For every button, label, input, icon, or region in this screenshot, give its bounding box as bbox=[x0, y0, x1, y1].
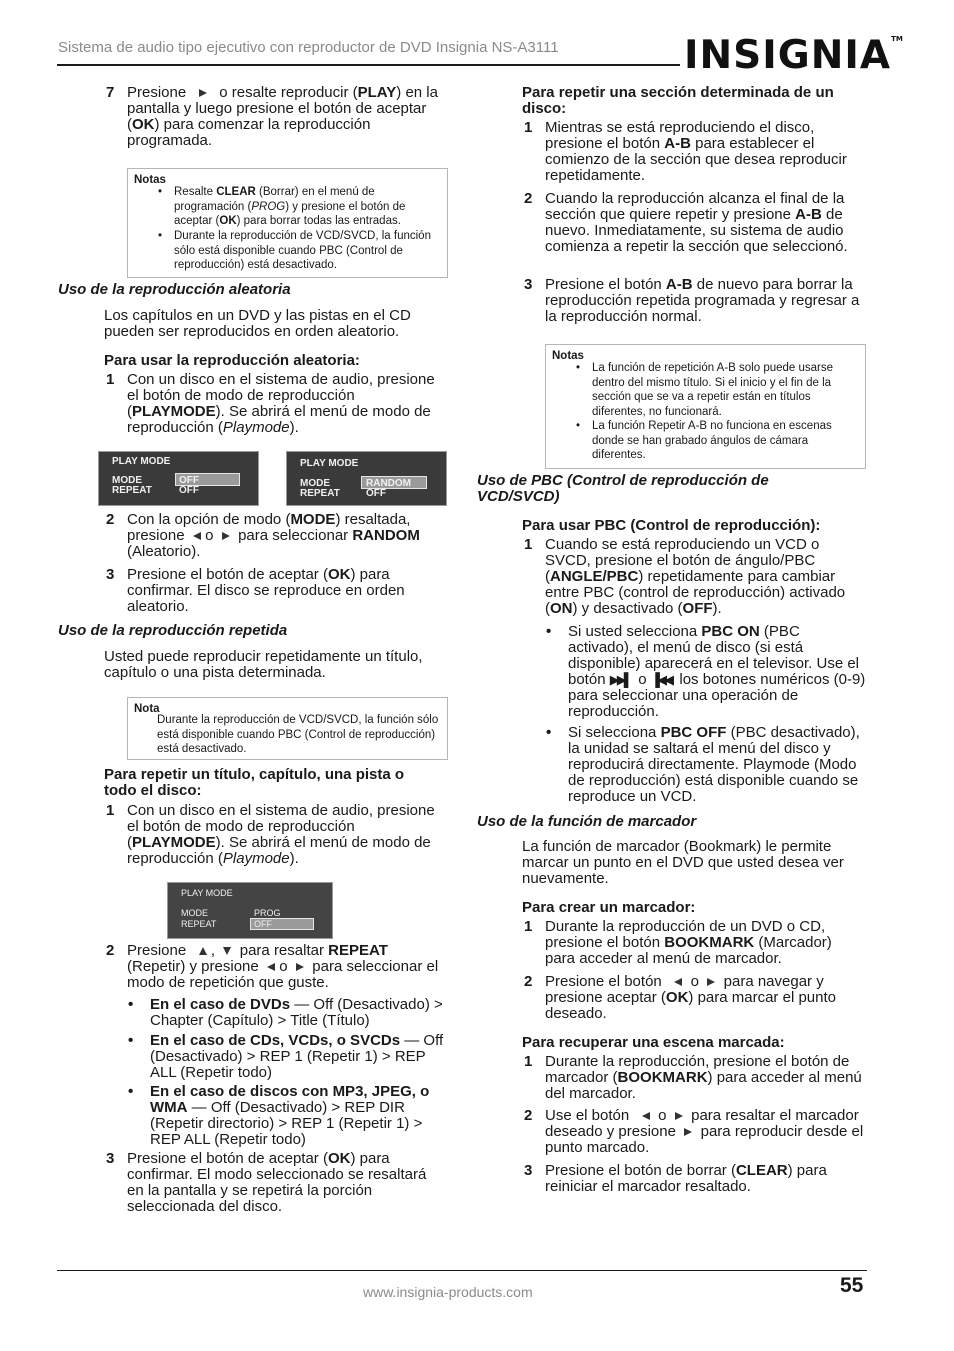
repeat-step-3: 3 Presione el botón de aceptar (OK) para confirmar. El modo seleccionado se resaltará en la pantalla y se repetirá la porción seleccionada del disco. bbox=[106, 1150, 427, 1215]
bookmark-recall-subheading: Para recuperar una escena marcada: bbox=[522, 1034, 785, 1051]
note-box-prog: Notas • Resalte CLEAR (Borrar) en el menú de programación (PROG) y presione el botón de aceptar (OK) para borrar todas las entradas. • Durante la reproducción de VCD/SVCD, la función sólo está disponible cuando PBC (Control de reproducción) está desactivado. bbox=[127, 168, 448, 278]
random-subheading: Para usar la reproducción aleatoria: bbox=[104, 352, 360, 369]
bookmark-create-subheading: Para crear un marcador: bbox=[522, 899, 696, 916]
pbc-bullet-off: • Si selecciona PBC OFF (PBC desactivado), la unidad se saltará el menú del disco y reproducirá directamente. Playmode (Modo de reproducción) está disponible cuando se reproduce un VCD. bbox=[546, 724, 860, 805]
repeat-subheading: Para repetir un título, capítulo, una pista o todo el disco: bbox=[104, 766, 405, 799]
ab-step-1: 1 Mientras se está reproduciendo el disco, presione el botón A-B para establecer el comienzo de la sección que desea reproducir repetidamente. bbox=[524, 119, 847, 184]
random-step-1: 1 Con un disco en el sistema de audio, presione el botón de modo de reproducción (PLAYMODE). Se abrirá el menú de modo de reproducción (Playmode). bbox=[106, 371, 435, 436]
step-7: 7 Presione o resalte reproducir (PLAY) en la pantalla y luego presione el botón de aceptar (OK) para comenzar la reproducción programada. bbox=[106, 84, 438, 149]
bookmark-intro: La función de marcador (Bookmark) le permite marcar un punto en el DVD que usted desea ver nuevamente. bbox=[522, 838, 844, 887]
footer-url[interactable]: www.insignia-products.com bbox=[363, 1284, 533, 1300]
pbc-subheading: Para usar PBC (Control de reproducción): bbox=[522, 517, 821, 534]
ab-step-2: 2 Cuando la reproducción alcanza el final de la sección que quiere repetir y presione A-B de nuevo. Inmediatamente, su sistema de audio comienza a repetir la sección que seleccionó. bbox=[524, 190, 848, 255]
right-arrow-icon bbox=[222, 532, 230, 540]
pbc-bullet-on: • Si usted selecciona PBC ON (PBC activado), el menú de disco (si está disponible) aparecerá en el televisor. Use el botón ▶▶▌ o ▐◀◀ los botones numéricos (0-9) para seleccionar una operación de reproducción. bbox=[546, 623, 866, 721]
footer-rule bbox=[57, 1270, 867, 1271]
play-right-icon bbox=[199, 89, 207, 97]
repeat-bullet-mp3: • En el caso de discos con MP3, JPEG, o WMA — Off (Desactivado) > REP DIR (Repetir directorio) > REP 1 (Repetir 1) > REP ALL (Repetir todo) bbox=[128, 1083, 430, 1148]
repeat-bullet-cd: • En el caso de CDs, VCDs, o SVCDs — Off (Desactivado) > REP 1 (Repetir 1) > REP ALL (Repetir todo) bbox=[128, 1032, 444, 1081]
random-intro: Los capítulos en un DVD y las pistas en el CD pueden ser reproducidos en orden aleatorio. bbox=[104, 307, 411, 340]
header-rule bbox=[57, 64, 680, 66]
left-arrow-icon bbox=[674, 978, 682, 986]
bookmark-create-step-2: 2 Presione el botón o para navegar y presione aceptar (OK) para marcar el punto deseado. bbox=[524, 973, 836, 1022]
bookmark-recall-step-3: 3 Presione el botón de borrar (CLEAR) para reiniciar el marcador resaltado. bbox=[524, 1162, 827, 1195]
header-title: Sistema de audio tipo ejecutivo con reproductor de DVD Insignia NS-A3111 bbox=[58, 39, 559, 56]
left-arrow-icon bbox=[267, 963, 275, 971]
section-random-heading: Uso de la reproducción aleatoria bbox=[58, 281, 291, 298]
pbc-step-1: 1 Cuando se está reproduciendo un VCD o SVCD, presione el botón de ángulo/PBC (ANGLE/PBC) repetidamente para cambiar entre PBC (control de reproducción) activado (ON) y desactivado (OFF). bbox=[524, 536, 846, 617]
right-arrow-icon bbox=[296, 963, 304, 971]
skip-previous-icon: ▐◀◀ bbox=[650, 672, 672, 688]
play-right-icon bbox=[684, 1128, 692, 1136]
section-repeat-heading: Uso de la reproducción repetida bbox=[58, 622, 288, 639]
section-bookmark-heading: Uso de la función de marcador bbox=[477, 813, 697, 830]
left-arrow-icon bbox=[193, 532, 201, 540]
right-arrow-icon bbox=[707, 978, 715, 986]
right-arrow-icon bbox=[675, 1112, 683, 1120]
playmode-screen-random: PLAY MODE MODE REPEAT RANDOM OFF bbox=[286, 451, 447, 506]
left-arrow-icon bbox=[642, 1112, 650, 1120]
bookmark-recall-step-1: 1 Durante la reproducción, presione el botón de marcador (BOOKMARK) para acceder al menú del marcador. bbox=[524, 1053, 862, 1102]
random-step-3: 3 Presione el botón de aceptar (OK) para confirmar. El disco se reproduce en orden aleatorio. bbox=[106, 566, 405, 615]
up-arrow-icon bbox=[199, 947, 207, 955]
ab-step-3: 3 Presione el botón A-B de nuevo para borrar la reproducción repetida programada y regresar a la reproducción normal. bbox=[524, 276, 860, 325]
bookmark-create-step-1: 1 Durante la reproducción de un DVD o CD, presione el botón BOOKMARK (Marcador) para acceder al menú de marcador. bbox=[524, 918, 832, 967]
bookmark-recall-step-2: 2 Use el botón o para resaltar el marcador deseado y presione para reproducir desde el punto marcado. bbox=[524, 1107, 864, 1156]
note-box-ab: Notas • La función de repetición A-B solo puede usarse dentro del mismo título. Si el inicio y el fin de la sección que se va a repetir están en títulos diferentes, no funcionará. • La función Repetir A-B no funciona en escenas donde se han grabado ángulos de cámara diferentes. bbox=[545, 344, 866, 469]
page-number: 55 bbox=[840, 1274, 864, 1297]
section-pbc-heading: Uso de PBC (Control de reproducción de VCD/SVCD) bbox=[477, 472, 769, 505]
repeat-intro: Usted puede reproducir repetidamente un título, capítulo o una pista determinada. bbox=[104, 648, 423, 681]
note-box-vcd: Nota Durante la reproducción de VCD/SVCD, la función sólo está disponible cuando PBC (Control de reproducción) está desactivado. bbox=[127, 697, 448, 760]
playmode-screen-repeat: PLAY MODE MODE REPEAT PROG OFF bbox=[167, 882, 333, 939]
repeat-bullet-dvd: • En el caso de DVDs — Off (Desactivado) > Chapter (Capítulo) > Title (Título) bbox=[128, 996, 443, 1029]
down-arrow-icon bbox=[223, 947, 231, 955]
repeat-step-1: 1 Con un disco en el sistema de audio, presione el botón de modo de reproducción (PLAYMODE). Se abrirá el menú de modo de reproducción (Playmode). bbox=[106, 802, 435, 867]
playmode-screen-off: PLAY MODE MODE REPEAT OFF OFF bbox=[98, 451, 259, 506]
ab-subheading: Para repetir una sección determinada de un disco: bbox=[522, 84, 834, 117]
skip-next-icon: ▶▶▌ bbox=[609, 672, 630, 688]
insignia-logo: INSIGNIA™ bbox=[684, 33, 903, 78]
random-step-2: 2 Con la opción de modo (MODE) resaltada, presione o para seleccionar RANDOM (Aleatorio). bbox=[106, 511, 420, 560]
repeat-step-2: 2 Presione , para resaltar REPEAT (Repetir) y presione o para seleccionar el modo de repetición que guste. bbox=[106, 942, 439, 991]
